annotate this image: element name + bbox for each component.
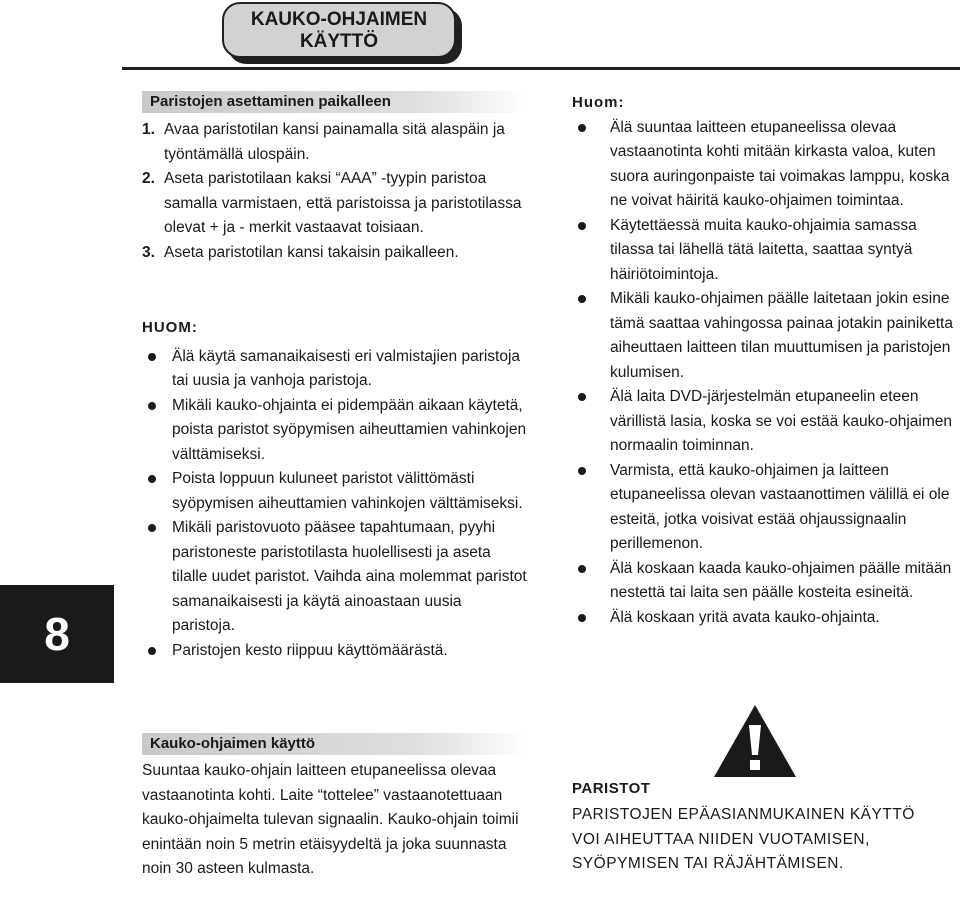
battery-note-item: Poista loppuun kuluneet paristot välittömästi syöpymisen aiheuttamien vahinkojen välttämiseksi. [142, 467, 528, 516]
battery-step [142, 167, 528, 241]
right-note-item: Älä laita DVD-järjestelmän etupaneelin eteen värillistä lasia, koska se voi estää kauko-ohjaimen normaalin toiminnan. [572, 385, 958, 459]
batteries-heading-text: Paristojen asettaminen paikalleen [150, 93, 391, 110]
battery-steps-list [142, 118, 528, 265]
page-title [222, 2, 456, 58]
step-text: Aseta paristotilan kansi takaisin paikalleen. [164, 243, 459, 261]
step-number: 2. [142, 170, 155, 187]
battery-note-item: Paristojen kesto riippuu käyttömäärästä. [142, 639, 528, 664]
battery-note-item: Älä käytä samanaikaisesti eri valmistajien paristoja tai uusia ja vanhoja paristoja. [142, 345, 528, 394]
batteries-section [142, 118, 528, 265]
warning-line: PARISTOJEN EPÄASIANMUKAINEN KÄYTTÖ [572, 806, 915, 823]
right-notes-section [572, 91, 958, 630]
battery-step [142, 118, 528, 167]
header-divider [122, 67, 960, 70]
warning-heading: PARISTOT [572, 780, 651, 797]
battery-step [142, 241, 528, 266]
right-note-item: Varmista, että kauko-ohjaimen ja laitteen etupaneelissa olevan vastaanottimen välillä ei ole esteitä, jotka voisivat estää ohjaussignaalin perillemenon. [572, 459, 958, 557]
warning-line: VOI AIHEUTTAA NIIDEN VUOTAMISEN, [572, 830, 870, 848]
page-title-line1: KAUKO-OHJAIMEN [250, 9, 428, 30]
battery-notes-section [142, 316, 528, 663]
battery-note-item: Mikäli kauko-ohjainta ei pidempään aikaan käytetä, poista paristot syöpymisen aiheuttamien vahinkojen välttämiseksi. [142, 394, 528, 468]
step-number: 3. [142, 243, 155, 261]
right-notes-heading: Huom: [572, 94, 625, 111]
battery-note-item: Mikäli paristovuoto pääsee tapahtumaan, pyyhi paristoneste paristotilasta huolellisesti ja aseta tilalle uudet paristot. Vaihda aina molemmat paristot samanaikaisesti ja käytä ainoastaan uusia paristoja. [142, 516, 528, 639]
right-note-item: Älä suuntaa laitteen etupaneelissa olevaa vastaanotinta kohti mitään kirkasta valoa, kuten suora auringonpaiste tai voimakas lamppu, koska ne voivat häiritä kauko-ohjaimen toimintaa. [572, 116, 958, 214]
page-number: 8 [44, 608, 70, 660]
battery-notes-list [142, 345, 528, 664]
warning-triangle-icon [712, 703, 798, 779]
usage-heading-text: Kauko-ohjaimen käyttö [150, 735, 316, 752]
battery-notes-heading: HUOM: [142, 319, 198, 336]
right-note-item: Mikäli kauko-ohjaimen päälle laitetaan jokin esine tämä saattaa vahingossa painaa jotakin painiketta aiheuttaen laitteen tilan muuttumisen ja paristojen kulumisen. [572, 287, 958, 385]
right-note-item: Älä koskaan yritä avata kauko-ohjainta. [572, 606, 958, 631]
step-number: 1. [142, 121, 155, 138]
usage-text: Suuntaa kauko-ohjain laitteen etupaneelissa olevaa vastaanotinta kohti. Laite “tottelee” vastaanotettuaan kauko-ohjaimelta tulevan signaalin. Kauko-ohjain toimii enintään noin 5 metrin etäisyydeltä ja joka suunnasta noin 30 asteen kulmasta. [142, 762, 519, 877]
page-number-tab [0, 585, 114, 683]
step-text: Aseta paristotilaan kaksi “AAA” -tyypin paristoa samalla varmistaen, että paristoissa ja paristotilassa olevat + ja - merkit vastaavat toisiaan. [164, 170, 522, 236]
right-note-item: Käytettäessä muita kauko-ohjaimia samassa tilassa tai lähellä tätä laitetta, saattaa syntyä häiriötoimintoja. [572, 214, 958, 288]
batteries-heading [142, 91, 530, 113]
usage-section [142, 759, 528, 882]
page-title-line2: KÄYTTÖ [299, 31, 379, 52]
warning-text [572, 803, 960, 877]
right-notes-list [572, 116, 958, 631]
step-text: Avaa paristotilan kansi painamalla sitä alaspäin ja työntämällä ulospäin. [164, 121, 505, 163]
usage-heading [142, 733, 530, 755]
warning-line: SYÖPYMISEN TAI RÄJÄHTÄMISEN. [572, 855, 844, 872]
right-note-item: Älä koskaan kaada kauko-ohjaimen päälle mitään nestettä tai laita sen päälle kosteita esineitä. [572, 557, 958, 606]
